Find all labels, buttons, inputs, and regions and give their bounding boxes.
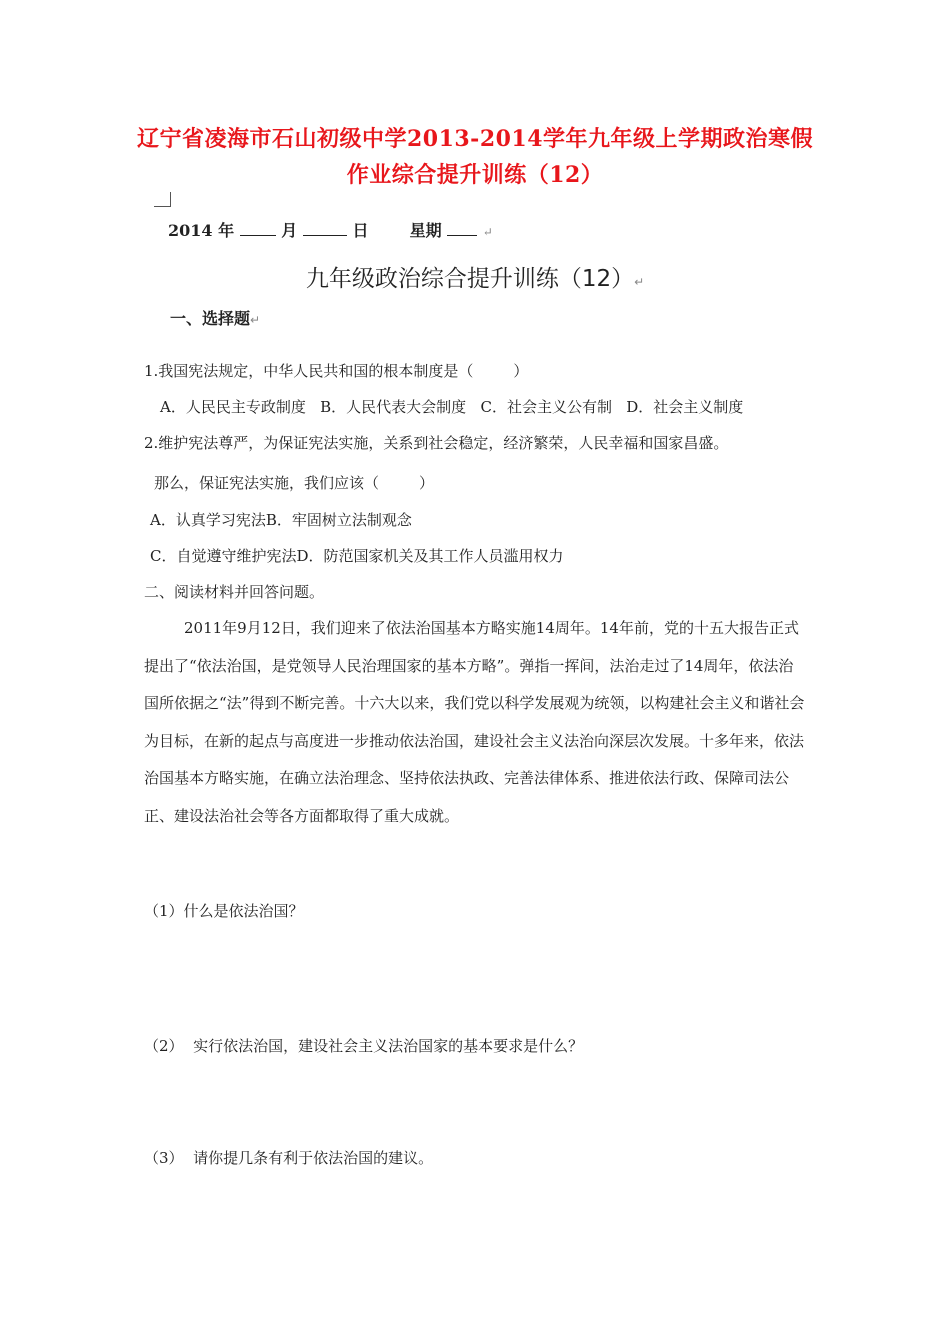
document-title-line2: 作业综合提升训练（12） — [346, 162, 604, 188]
weekday-label: 星期 — [409, 221, 442, 240]
q2-option-c: C．自觉遵守维护宪法 — [150, 547, 297, 565]
corner-mark — [154, 192, 171, 207]
weekday-blank — [447, 221, 477, 236]
year-label: 年 — [218, 221, 235, 240]
q2-option-b: B．牢固树立法制观念 — [265, 511, 412, 529]
section1-heading — [170, 306, 260, 329]
question-2-stem-continued — [154, 472, 434, 493]
section2-heading: 二、阅读材料并回答问题。 — [144, 583, 325, 601]
year-value: 2014 — [168, 221, 213, 240]
q2-option-d: D．防范国家机关及其工作人员滥用权力 — [296, 547, 564, 565]
return-mark: ↵ — [634, 275, 645, 289]
month-label: 月 — [281, 221, 298, 240]
day-label: 日 — [352, 221, 369, 240]
q2-stem2-text: 那么，保证宪法实施，我们应该（ — [154, 474, 380, 492]
reading-passage: 2011年9月12日，我们迎来了依法治国基本方略实施14周年。14年前，党的十五大报告正式提出了“依法治国，是党领导人民治理国家的基本方略”。弹指一挥间，法治走过了14周年，依法治国所依据之“法”得到不断完善。十六大以来，我们党以科学发展观为统领，以构建社会主义和谐社会为目标，在新的起点与高度进一步推动依法治国，建设社会主义法治向深层次发展。十多年来，依法治国基本方略实施，在确立法治理念、坚持依法执政、完善法律体系、推进依法行政、保障司法公正、建设法治社会等各方面都取得了重大成就。 — [144, 619, 805, 825]
return-mark: ↵ — [482, 225, 493, 239]
document-title-line1: 辽宁省凌海市石山初级中学2013-2014学年九年级上学期政治寒假 — [136, 126, 814, 152]
q2-close: ） — [419, 474, 435, 492]
sub-question-2: （2） 实行依法治国，建设社会主义法治国家的基本要求是什么？ — [144, 1037, 584, 1055]
exercise-subtitle — [0, 260, 950, 293]
date-line — [168, 218, 493, 241]
q1-close: ） — [513, 362, 529, 380]
question-2-options-ab — [150, 509, 412, 530]
sub-question-3: （3） 请你提几条有利于依法治国的建议。 — [144, 1149, 434, 1167]
question-1-options: A．人民民主专政制度 B．人民代表大会制度 C．社会主义公有制 D．社会主义制度 — [160, 398, 744, 416]
question-2-stem: 2.维护宪法尊严，为保证宪法实施，关系到社会稳定，经济繁荣，人民幸福和国家昌盛。 — [144, 434, 729, 452]
section1-heading-text: 一、选择题 — [170, 309, 251, 328]
day-blank — [303, 221, 347, 236]
sub-question-1: （1）什么是依法治国？ — [144, 902, 304, 920]
q2-option-a: A．认真学习宪法 — [150, 511, 266, 529]
question-2-options-cd — [150, 545, 564, 566]
question-1-stem — [144, 360, 528, 381]
subtitle-text: 九年级政治综合提升训练（12） — [305, 266, 635, 292]
q1-stem-text: 1.我国宪法规定，中华人民共和国的根本制度是（ — [144, 362, 474, 380]
month-blank — [240, 221, 276, 236]
return-mark: ↵ — [250, 313, 261, 327]
